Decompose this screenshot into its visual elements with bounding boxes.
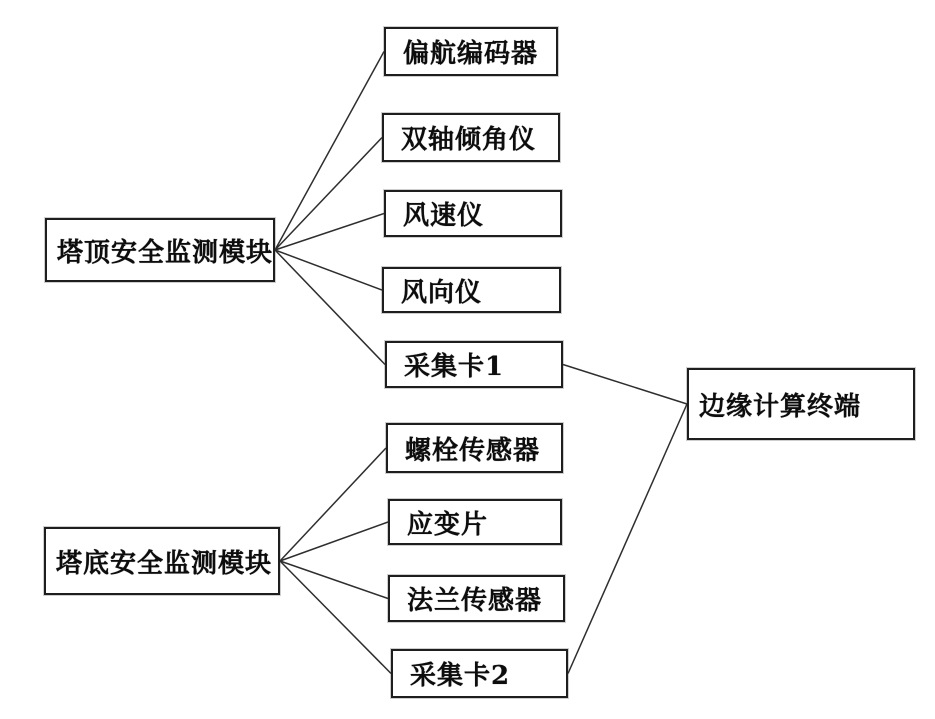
node-acquisition-card-1	[385, 341, 563, 388]
node-label: 采集卡2	[410, 661, 511, 691]
node-label: 风速仪	[403, 201, 485, 231]
node-label: 法兰传感器	[407, 586, 543, 616]
connector-line	[280, 448, 386, 561]
node-label: 采集卡1	[404, 352, 505, 382]
connector-line	[275, 250, 382, 290]
node-flange-sensor	[388, 575, 565, 622]
node-wind-vane	[382, 267, 561, 313]
node-yaw-encoder	[384, 27, 558, 76]
node-tower-top-module	[45, 218, 275, 282]
node-label: 螺栓传感器	[405, 435, 541, 466]
node-bolt-sensor	[386, 423, 563, 473]
connector-line	[275, 214, 384, 251]
node-label: 塔底安全监测模块	[56, 548, 273, 579]
connector-line	[568, 404, 687, 674]
connector-line	[275, 138, 382, 251]
node-strain-gauge	[388, 499, 562, 545]
connector-line	[280, 522, 388, 561]
node-label: 塔顶安全监测模块	[57, 237, 274, 268]
node-tower-bottom-module	[44, 527, 280, 595]
node-acquisition-card-2	[391, 649, 568, 698]
node-label: 风向仪	[401, 277, 483, 308]
node-dual-axis-inclinometer	[382, 113, 560, 162]
node-edge-computing-terminal	[687, 368, 915, 440]
connector-line	[275, 52, 384, 251]
connector-line	[280, 561, 391, 674]
node-anemometer	[384, 190, 562, 237]
node-label: 边缘计算终端	[699, 391, 862, 422]
node-label: 应变片	[407, 509, 489, 540]
connector-line	[280, 561, 388, 599]
connector-line	[563, 365, 687, 405]
node-label: 双轴倾角仪	[401, 125, 537, 155]
node-label: 偏航编码器	[403, 39, 539, 69]
connector-line	[275, 250, 385, 365]
